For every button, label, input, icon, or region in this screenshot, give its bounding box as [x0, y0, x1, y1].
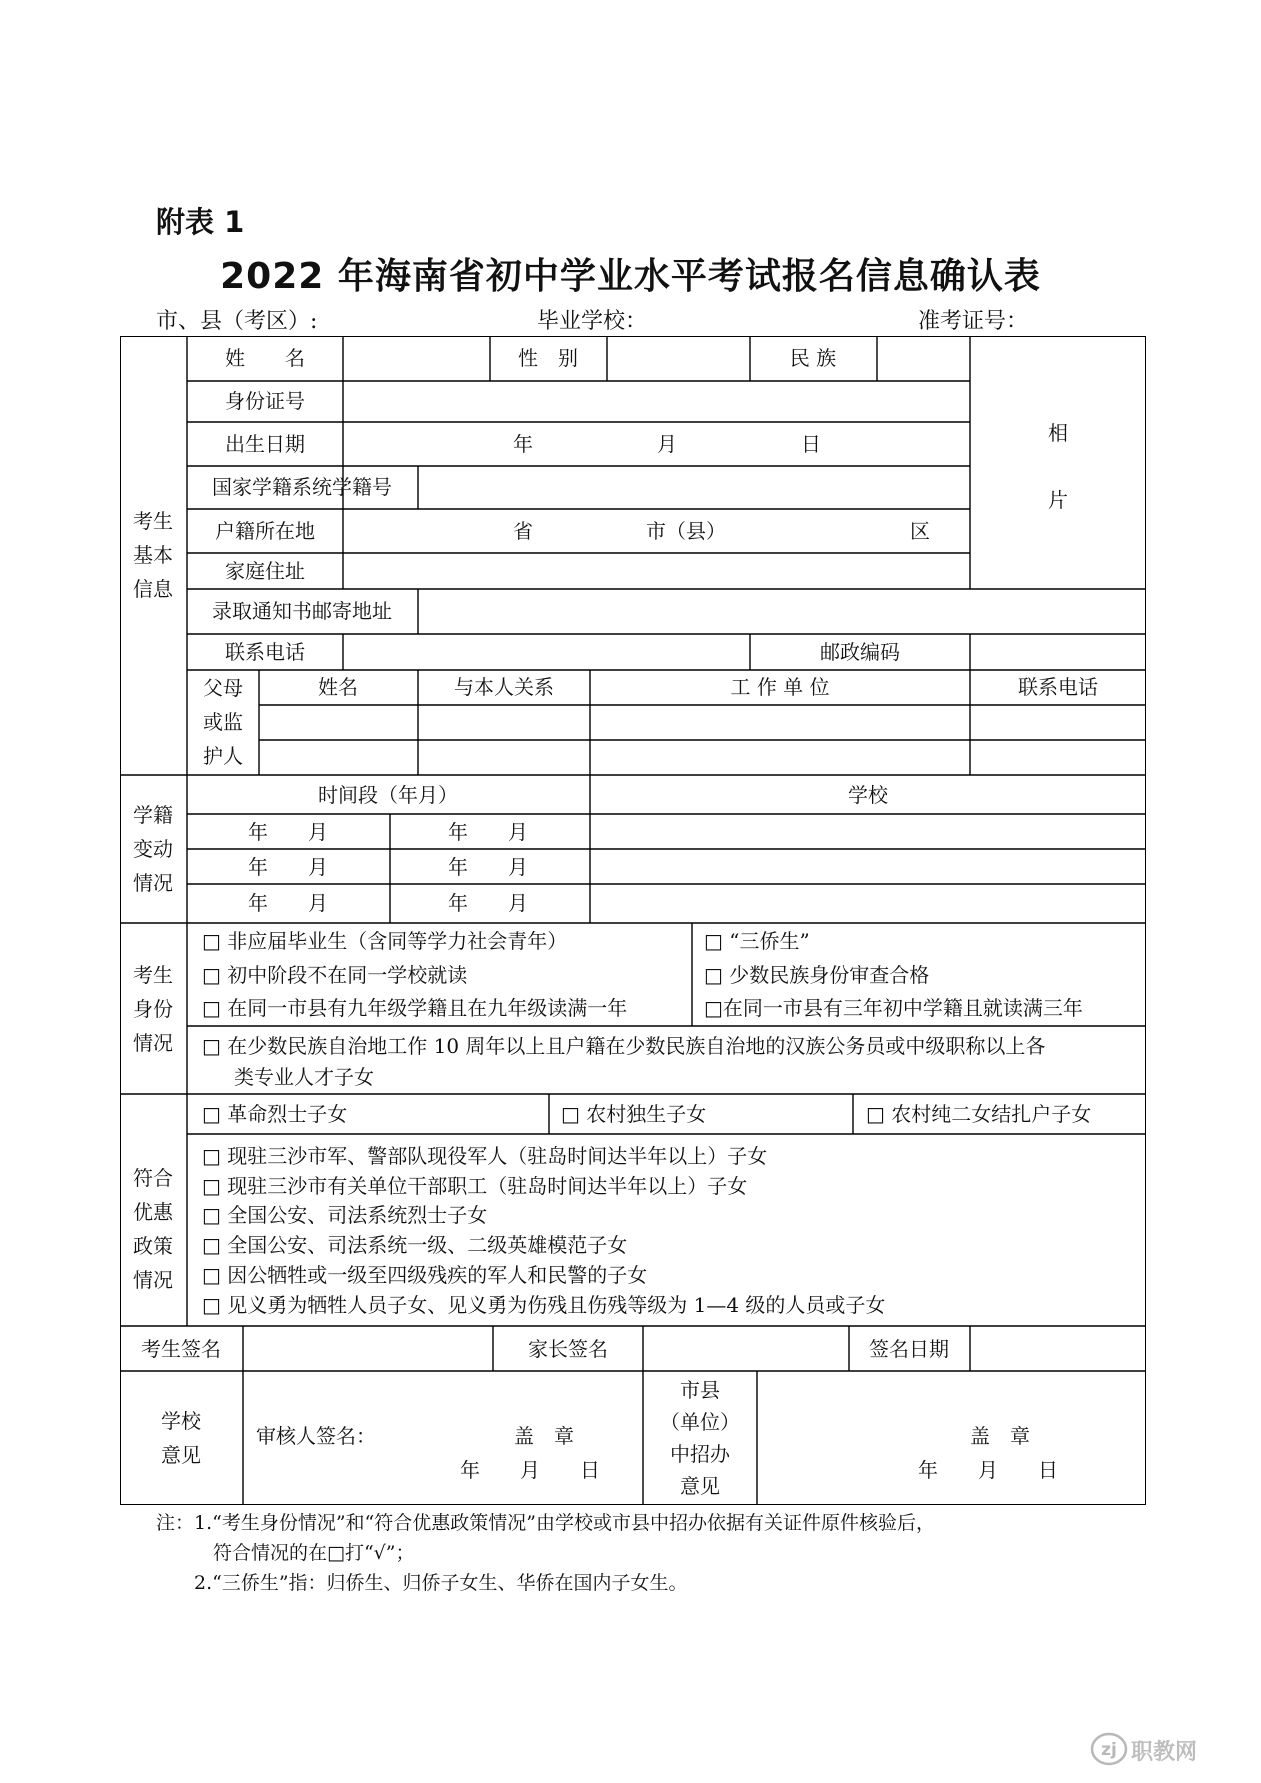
school-seal-label: 盖 章	[514, 1424, 574, 1448]
form-notes	[156, 1508, 935, 1598]
form-title: 2022 年海南省初中学业水平考试报名信息确认表	[220, 256, 1041, 297]
section-transfer: 学籍 变动 情况	[133, 803, 173, 895]
signature-date-label: 签名日期	[869, 1337, 949, 1361]
period-header: 时间段（年月）	[318, 783, 458, 807]
section-identity: 考生 身份 情况	[133, 963, 173, 1055]
phone-label: 联系电话	[225, 640, 305, 664]
school-opinion-label: 学校 意见	[161, 1409, 201, 1467]
identity-item-continuation: 类专业人才子女	[234, 1065, 374, 1089]
policy-checkbox-item[interactable]: □ 农村纯二女结扎户子女	[866, 1102, 1092, 1126]
guardian-work-header: 工 作 单 位	[730, 675, 830, 699]
period-start: 年 月	[248, 891, 328, 915]
policy-checkbox-item[interactable]: □ 见义勇为牺牲人员子女、见义勇为伤残且伤残等级为 1—4 级的人员或子女	[202, 1293, 886, 1317]
birth-year-unit: 年	[513, 432, 533, 456]
period-end: 年 月	[448, 891, 528, 915]
policy-checkbox-item[interactable]: □ 现驻三沙市有关单位干部职工（驻岛时间达半年以上）子女	[202, 1174, 748, 1198]
photo-label-b: 片	[1048, 488, 1068, 512]
period-start: 年 月	[248, 855, 328, 879]
section-policy: 符合 优惠 政策 情况	[133, 1166, 173, 1292]
identity-checkbox-item[interactable]: □ 少数民族身份审查合格	[704, 963, 930, 987]
school-label: 毕业学校：	[537, 309, 648, 334]
district-label: 市、县（考区）:	[156, 309, 318, 334]
period-start: 年 月	[248, 820, 328, 844]
identity-checkbox-item[interactable]: □ 非应届毕业生（含同等学力社会青年）	[202, 929, 568, 953]
city-date-units: 年 月 日	[918, 1458, 1058, 1482]
note-line: 注：1.“考生身份情况”和“符合优惠政策情况”由学校或市县中招办依据有关证件原件核验后，	[156, 1512, 935, 1534]
identity-checkbox-item[interactable]: □ “三侨生”	[704, 929, 810, 953]
policy-checkbox-item[interactable]: □ 农村独生子女	[561, 1102, 707, 1126]
city-seal-label: 盖 章	[970, 1424, 1030, 1448]
mail-address-label: 录取通知书邮寄地址	[212, 599, 392, 623]
table-grid	[120, 336, 1146, 1505]
identity-checkbox-item[interactable]: □ 在同一市县有九年级学籍且在九年级读满一年	[202, 996, 628, 1020]
identity-checkbox-item[interactable]: □在同一市县有三年初中学籍且就读满三年	[704, 996, 1083, 1020]
postcode-label: 邮政编码	[820, 640, 900, 664]
note-line: 符合情况的在□打“√”；	[156, 1542, 415, 1564]
exam-no-label: 准考证号：	[918, 309, 1029, 334]
transfer-school-header: 学校	[848, 783, 888, 807]
reviewer-signature-label: 审核人签名：	[256, 1424, 376, 1448]
guardian-phone-header: 联系电话	[1018, 675, 1098, 699]
name-label: 姓 名	[225, 346, 305, 370]
period-end: 年 月	[448, 855, 528, 879]
guardian-name-header: 姓名	[318, 675, 358, 699]
watermark-logo	[1089, 1729, 1239, 1769]
period-end: 年 月	[448, 820, 528, 844]
student-signature-label: 考生签名	[141, 1337, 221, 1361]
policy-checkbox-item[interactable]: □ 因公牺牲或一级至四级残疾的军人和民警的子女	[202, 1263, 648, 1287]
watermark-text: 职教网	[1131, 1740, 1198, 1765]
birth-month-unit: 月	[657, 432, 677, 456]
household-label: 户籍所在地	[215, 519, 315, 543]
gender-label: 性 别	[518, 346, 578, 370]
birth-date-label: 出生日期	[225, 432, 305, 456]
policy-checkbox-item[interactable]: □ 革命烈士子女	[202, 1102, 348, 1126]
home-address-label: 家庭住址	[225, 559, 305, 583]
section-basic-info: 考生 基本 信息	[133, 509, 173, 601]
note-line: 2.“三侨生”指：归侨生、归侨子女生、华侨在国内子女生。	[156, 1572, 688, 1594]
guardian-relation-header: 与本人关系	[454, 675, 554, 699]
student-id-label: 国家学籍系统学籍号	[212, 475, 392, 499]
policy-checkbox-item[interactable]: □ 全国公安、司法系统烈士子女	[202, 1203, 488, 1227]
policy-checkbox-item[interactable]: □ 现驻三沙市军、警部队现役军人（驻岛时间达半年以上）子女	[202, 1144, 768, 1168]
household-province-unit: 省	[513, 519, 533, 543]
household-city-unit: 市（县）	[646, 519, 726, 543]
policy-checkbox-item[interactable]: □ 全国公安、司法系统一级、二级英雄模范子女	[202, 1233, 628, 1257]
annex-label: 附表 1	[156, 205, 245, 239]
city-opinion-label: 市县 （单位） 中招办 意见	[660, 1378, 740, 1498]
household-district-unit: 区	[910, 519, 930, 543]
school-date-units: 年 月 日	[460, 1458, 600, 1482]
svg-text:zj: zj	[1101, 1740, 1117, 1760]
guardian-label: 父母 或监 护人	[203, 676, 243, 768]
registration-form-table	[120, 336, 1146, 1505]
id-number-label: 身份证号	[225, 389, 305, 413]
identity-checkbox-item[interactable]: □ 初中阶段不在同一学校就读	[202, 963, 468, 987]
birth-day-unit: 日	[801, 432, 821, 456]
ethnicity-label: 民 族	[789, 346, 837, 370]
identity-checkbox-item[interactable]: □ 在少数民族自治地工作 10 周年以上且户籍在少数民族自治地的汉族公务员或中级职称以上各	[202, 1034, 1046, 1058]
parent-signature-label: 家长签名	[528, 1337, 608, 1361]
photo-label-a: 相	[1048, 421, 1068, 445]
